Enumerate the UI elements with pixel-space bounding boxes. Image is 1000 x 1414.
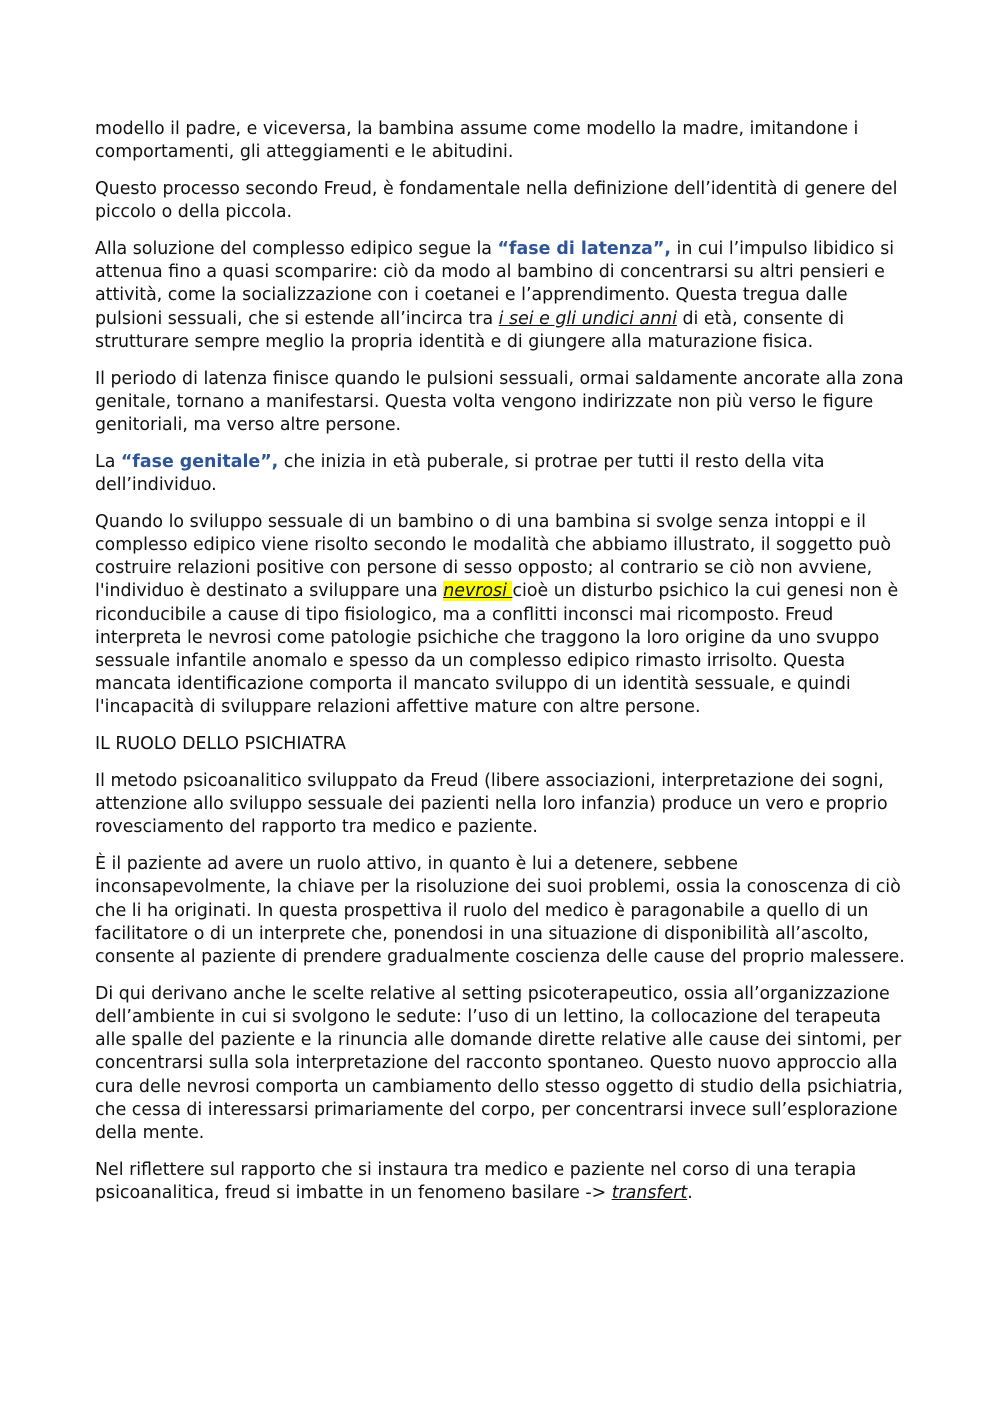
paragraph-3-text-c: in cui l’impulso libidico si attenua fino a quasi scomparire: ciò da modo al bambino di concentrarsi su altri pensieri e attività, come la socializzazione con i coetanei e l’apprendimento. Questa tregua dalle pulsioni sessuali, che si estende all’incirca tra — [95, 239, 895, 329]
paragraph-1: modello il padre, e viceversa, la bambina assume come modello la madre, imitandone i comportamenti, gli atteggiamenti e le abitudini. — [95, 119, 859, 163]
paragraph-10 — [95, 1159, 905, 1205]
paragraph-5 — [95, 451, 905, 497]
term-fase-genitale: “fase genitale”, — [120, 451, 279, 472]
paragraph-3 — [95, 238, 905, 354]
paragraph-8: È il paziente ad avere un ruolo attivo, in quanto è lui a detenere, sebbene inconsapevolmente, la chiave per la risoluzione dei suoi problemi, ossia la conoscenza di ciò che li ha originati. In questa prospettiva il ruolo del medico è paragonabile a quello di un facilitatore o di un interprete che, ponendosi in una situazione di disponibilità all’ascolto, consente al paziente di prendere gradualmente coscienza delle cause del proprio malessere. — [95, 854, 905, 968]
paragraph-7: Il metodo psicoanalitico sviluppato da Freud (libere associazioni, interpretazione dei sogni, attenzione allo sviluppo sessuale dei pazienti nella loro infanzia) produce un vero e proprio rovesciamento del rapporto tra medico e paziente. — [95, 771, 888, 838]
paragraph-10-text-c: . — [687, 1183, 693, 1204]
section-heading: IL RUOLO DELLO PSICHIATRA — [95, 734, 346, 755]
paragraph-3-text-a: Alla soluzione del complesso edipico segue la — [95, 239, 498, 259]
paragraph-10-text-a: Nel riflettere sul rapporto che si instaura tra medico e paziente nel corso di una terapia psicoanalitica, freud si imbatte in un fenomeno basilare -> — [95, 1159, 857, 1204]
paragraph-2: Questo processo secondo Freud, è fondamentale nella definizione dell’identità di genere del piccolo o della piccola. — [95, 179, 898, 223]
paragraph-9: Di qui derivano anche le scelte relative al setting psicoterapeutico, ossia all’organizzazione dell’ambiente in cui si svolgono le sedute: l’uso di un lettino, la collocazione del terapeuta alle spalle del paziente e la rinuncia alle domande dirette relative alle cause dei sintomi, per concentrarsi sulla sola interpretazione del racconto spontaneo. Questo nuovo approccio alla cura delle nevrosi comporta un cambiamento dello stesso oggetto di studio della psichiatria, che cessa di interessarsi primariamente del corpo, per concentrarsi invece sull’esplorazione della mente. — [95, 983, 903, 1144]
document-body — [95, 118, 905, 1219]
paragraph-4: Il periodo di latenza finisce quando le pulsioni sessuali, ormai saldamente ancorate alla zona genitale, tornano a manifestarsi. Questa volta vengono indirizzate non più verso le figure genitoriali, ma verso altre persone. — [95, 368, 904, 436]
paragraph-5-text-c: che inizia in età puberale, si protrae per tutti il resto della vita dell’individuo. — [95, 451, 825, 496]
paragraph-6-text-c: cioè un disturbo psichico la cui genesi non è riconducibile a cause di tipo fisiologico, ma a conflitti inconsci mai ricomposto. Freud interpreta le nevrosi come patologie psichiche che traggono la loro origine da uno svuppo sessuale infantile anomalo e spesso da un complesso edipico rimasto irrisolto. Questa mancata identificazione comporta il mancato sviluppo di un identità sessuale, e quindi l'incapacità di sviluppare relazioni affettive mature con altre persone. — [95, 581, 899, 718]
paragraph-6-text-a: Quando lo sviluppo sessuale di un bambino o di una bambina si svolge senza intoppi e il complesso edipico viene risolto secondo le modalità che abbiamo illustrato, il soggetto può costruire relazioni positive con persone di sesso opposto; al contrario se ciò non avviene, l'individuo è destinato a sviluppare una — [95, 511, 891, 602]
term-transfert: transfert — [611, 1183, 688, 1204]
highlighted-term-nevrosi: nevrosi — [443, 581, 513, 602]
term-fase-di-latenza: “fase di latenza”, — [497, 239, 671, 259]
paragraph-5-text-a: La — [95, 451, 121, 472]
emphasis-age-range: i sei e gli undici anni — [498, 308, 677, 329]
paragraph-3-text-e: di età, consente di strutturare sempre meglio la propria identità e di giungere alla maturazione fisica. — [95, 308, 845, 352]
paragraph-6 — [95, 511, 905, 720]
